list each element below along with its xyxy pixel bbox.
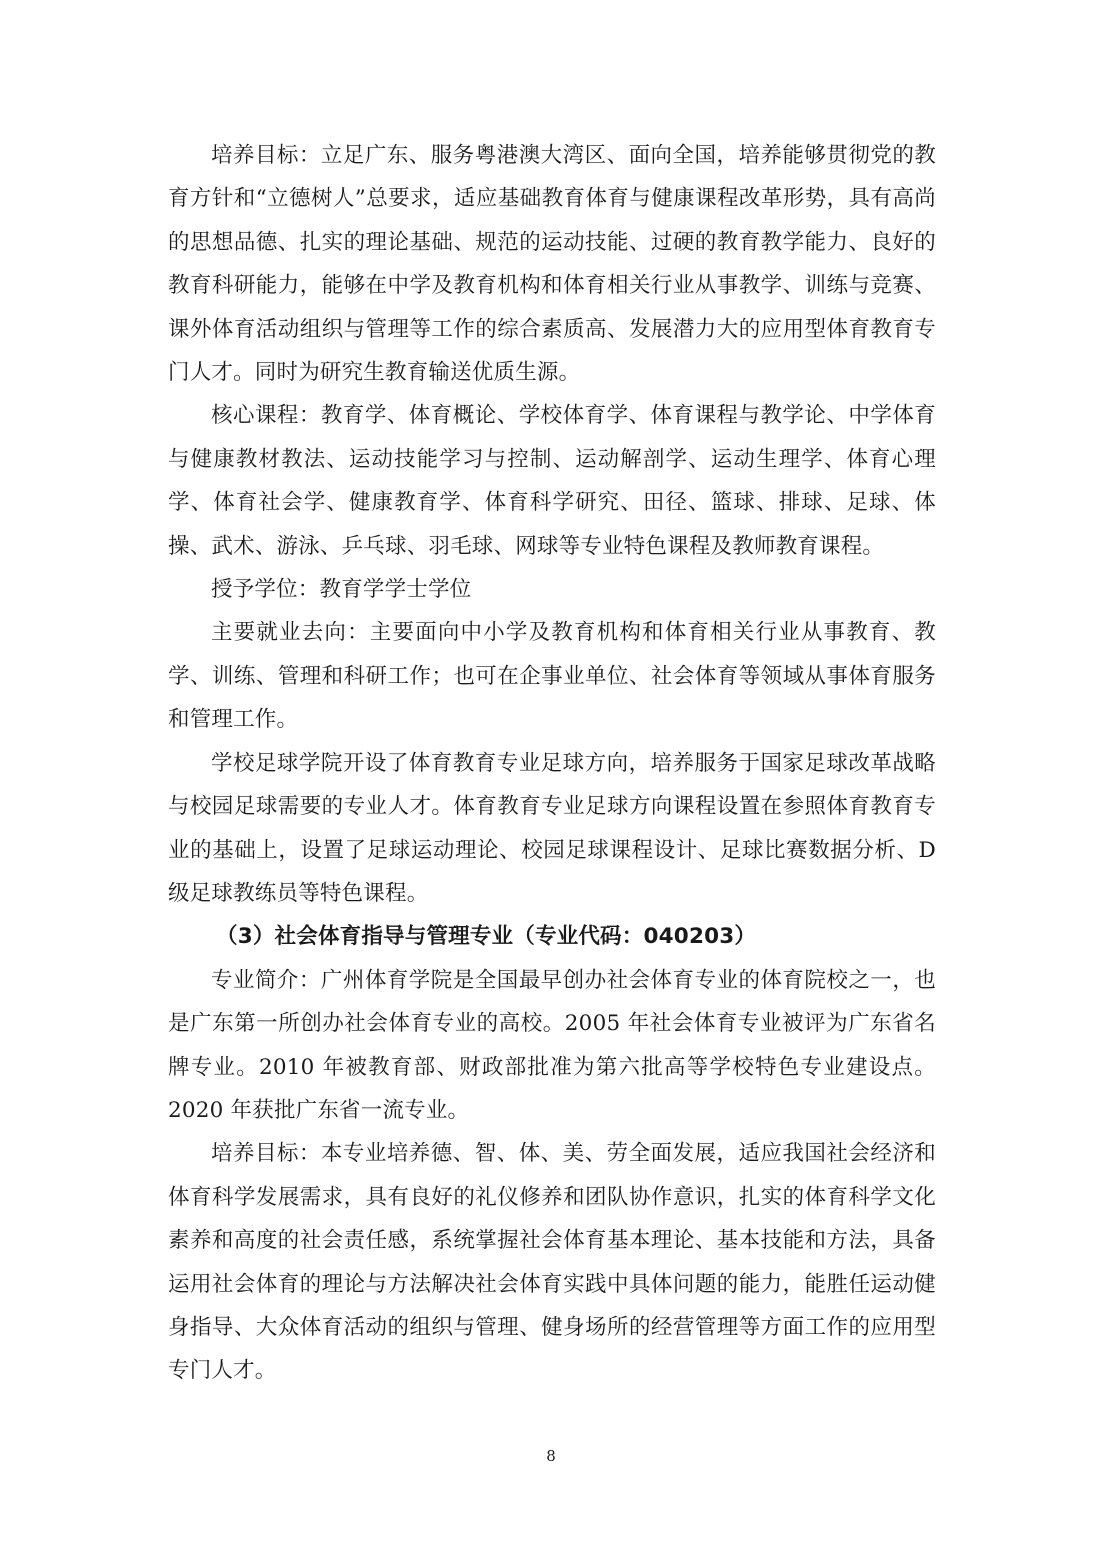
core-courses-paragraph: 核心课程：教育学、体育概论、学校体育学、体育课程与教学论、中学体育与健康教材教法、运动技能学习与控制、运动解剖学、运动生理学、体育心理学、体育社会学、健康教育学、体育科学研究、田径、篮球、排球、足球、体操、武术、游泳、乒乓球、羽毛球、网球等专业特色课程及教师教育课程。 xyxy=(168,403,936,559)
major-introduction-paragraph: 专业简介：广州体育学院是全国最早创办社会体育专业的体育院校之一，也是广东第一所创办社会体育专业的高校。2005 年社会体育专业被评为广东省名牌专业。2010 年被教育部、财政部批准为第六批高等学校特色专业建设点。2020 年获批广东省一流专业。 xyxy=(168,967,936,1123)
football-direction-paragraph: 学校足球学院开设了体育教育专业足球方向，培养服务于国家足球改革战略与校园足球需要的专业人才。体育教育专业足球方向课程设置在参照体育教育专业的基础上，设置了足球运动理论、校园足球课程设计、足球比赛数据分析、D级足球教练员等特色课程。 xyxy=(168,750,936,906)
employment-paragraph: 主要就业去向：主要面向中小学及教育机构和体育相关行业从事教育、教学、训练、管理和科研工作；也可在企事业单位、社会体育等领域从事体育服务和管理工作。 xyxy=(168,620,936,733)
document-body xyxy=(168,134,936,1393)
training-objective-paragraph: 培养目标：立足广东、服务粤港澳大湾区、面向全国，培养能够贯彻党的教育方针和“立德树人”总要求，适应基础教育体育与健康课程改革形势，具有高尚的思想品德、扎实的理论基础、规范的运动技能、过硬的教育教学能力、良好的教育科研能力，能够在中学及教育机构和体育相关行业从事教学、训练与竞赛、课外体育活动组织与管理等工作的综合素质高、发展潜力大的应用型体育教育专门人才。同时为研究生教育输送优质生源。 xyxy=(168,143,936,386)
degree-paragraph: 授予学位：教育学学士学位 xyxy=(211,577,472,603)
page-number: 8 xyxy=(546,1447,556,1465)
section-heading: （3）社会体育指导与管理专业（专业代码：040203） xyxy=(216,924,757,950)
social-sports-objective-paragraph: 培养目标：本专业培养德、智、体、美、劳全面发展，适应我国社会经济和体育科学发展需求，具有良好的礼仪修养和团队协作意识，扎实的体育科学文化素养和高度的社会责任感，系统掌握社会体育基本理论、基本技能和方法，具备运用社会体育的理论与方法解决社会体育实践中具体问题的能力，能胜任运动健身指导、大众体育活动的组织与管理、健身场所的经营管理等方面工作的应用型专门人才。 xyxy=(168,1141,936,1384)
